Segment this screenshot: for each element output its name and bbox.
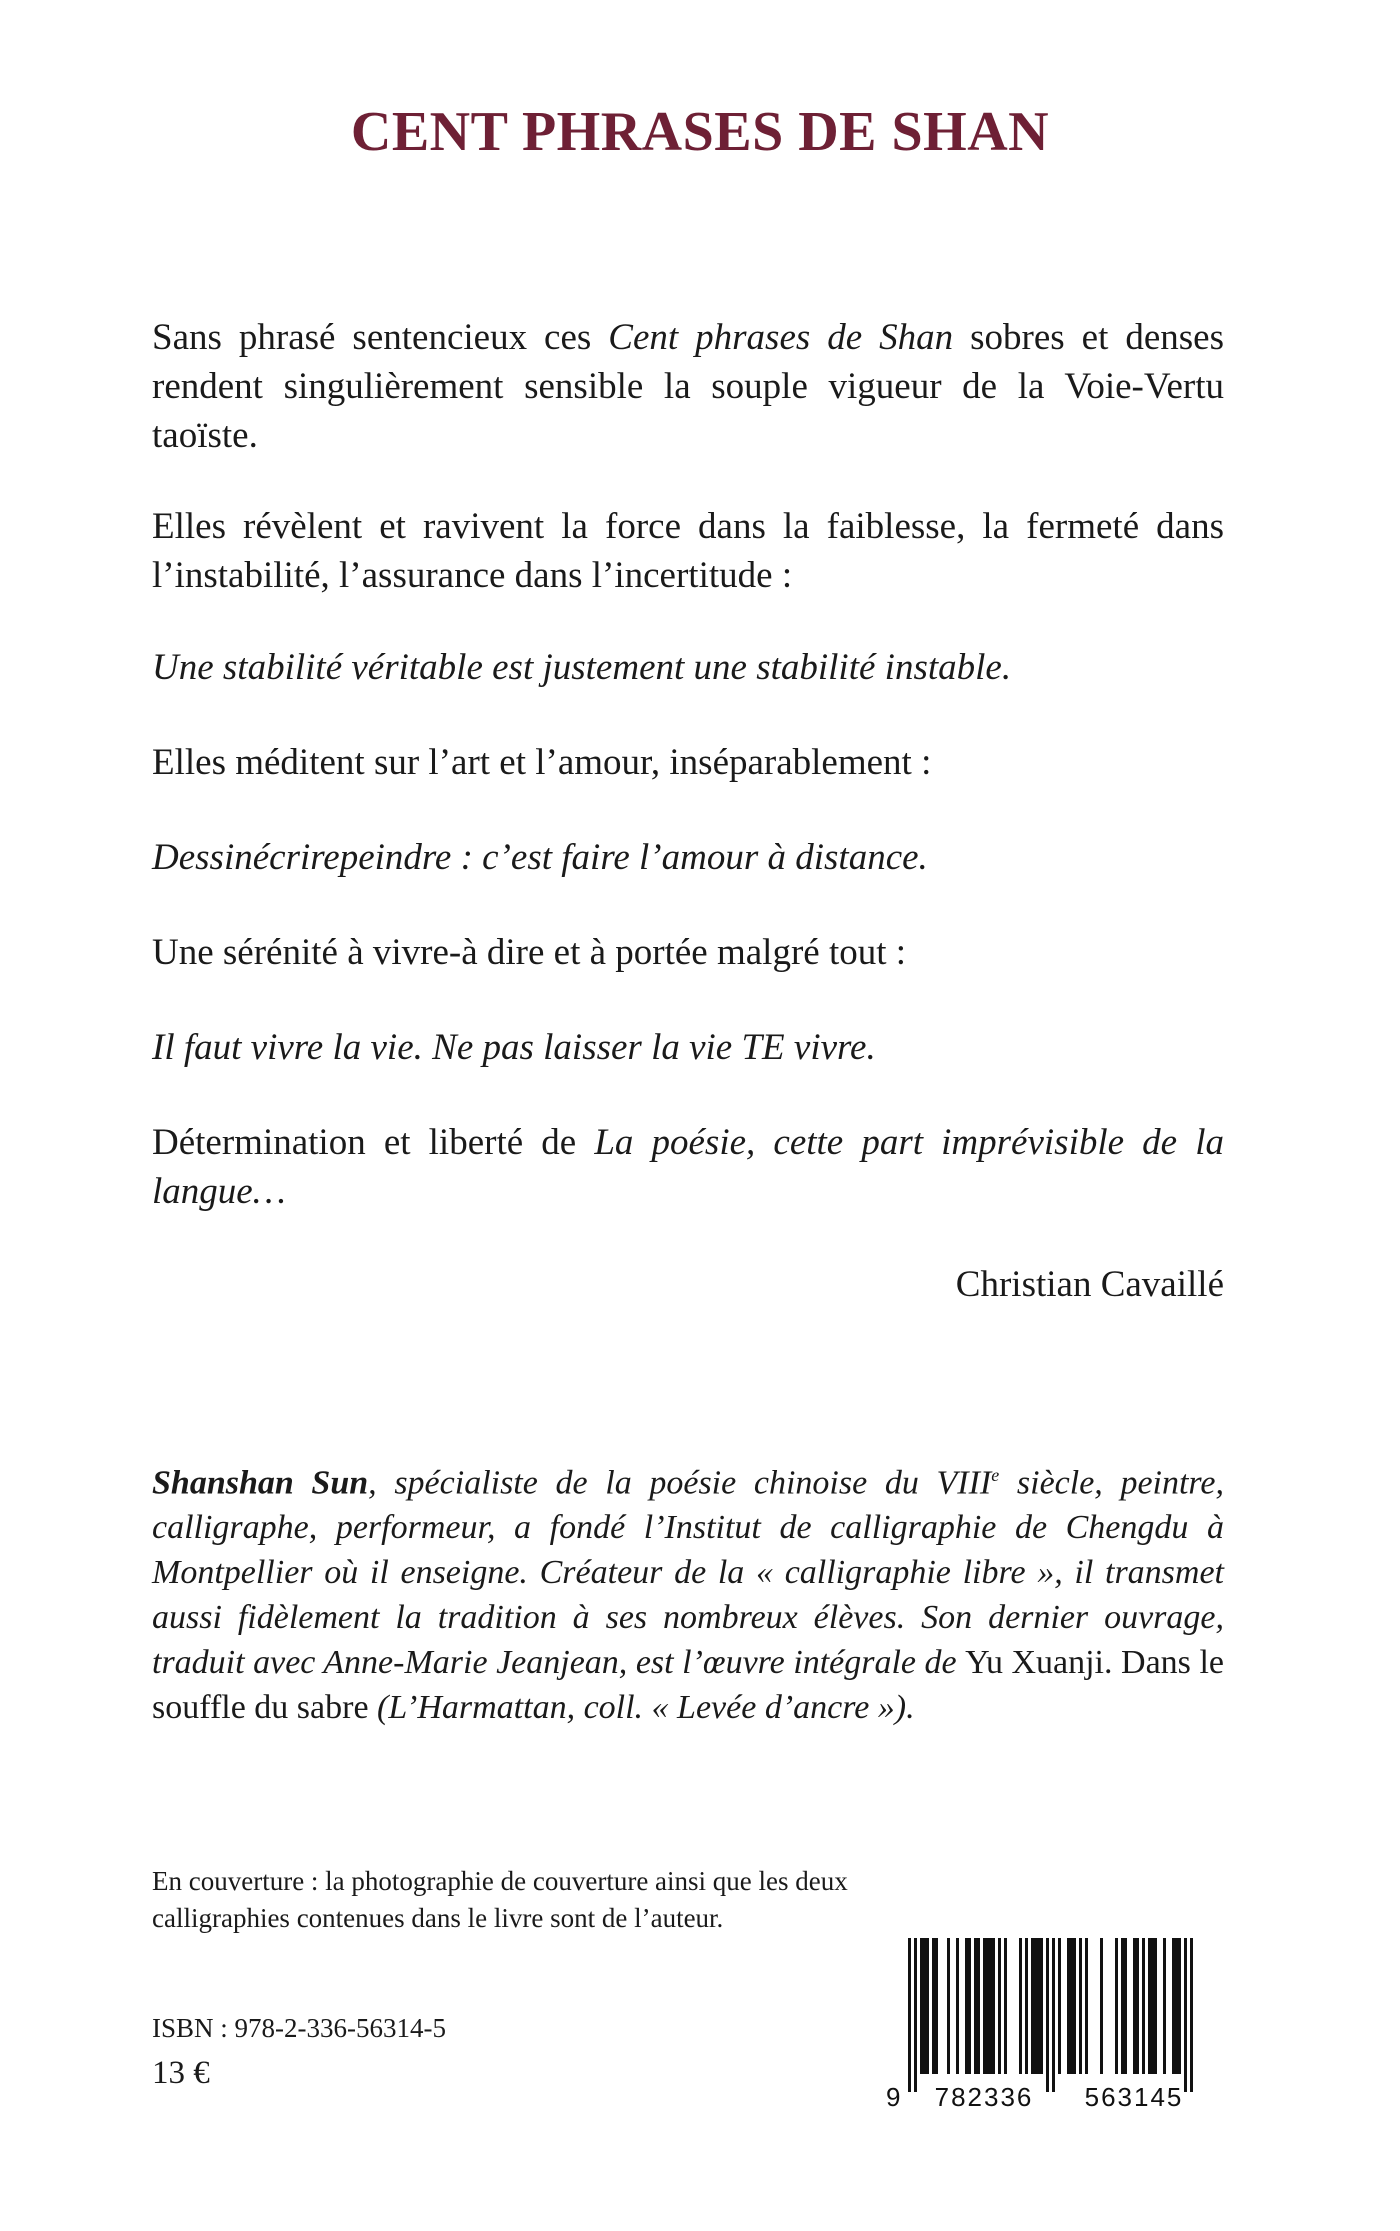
quote-1: Une stabilité véritable est justement une stabilité instable.: [152, 647, 1012, 688]
barcode-bar: [947, 1938, 950, 2074]
barcode-guard-bar: [908, 1938, 911, 2092]
barcode-bar: [1142, 1938, 1145, 2074]
barcode-bar: [989, 1938, 992, 2074]
barcode-bar: [1034, 1938, 1037, 2074]
barcode-bar: [998, 1938, 1001, 2074]
barcode-bars: [908, 1938, 1193, 2092]
barcode-bar: [1040, 1938, 1043, 2074]
isbn: ISBN : 978-2-336-56314-5: [152, 2013, 446, 2043]
barcode-first-digit: 9: [886, 2082, 901, 2112]
barcode-bar: [1175, 1938, 1178, 2074]
poetry-quote: La poésie, cette part imprévisible de la langue…: [152, 1122, 1224, 1212]
author-bio: Shanshan Sun, spécialiste de la poésie chinoise du VIIIe siècle, peintre, calligraphe, performeur, a fondé l’Institut de calligraphie de Chengdu à Montpellier où il enseigne. Créateur de la « calligraphie libre », il transmet aussi fidèlement la tradition à ses nombreux élèves. Son dernier ouvrage, traduit avec Anne-Marie Jeanjean, est l’œuvre intégrale de Yu Xuanji. Dans le souffle du sabre (L’Harmattan, coll. « Levée d’ancre »).: [152, 1464, 1224, 1727]
barcode-bar: [1163, 1938, 1166, 2074]
barcode-bar: [1148, 1938, 1151, 2074]
barcode-bar: [1004, 1938, 1007, 2074]
price: 13 €: [152, 2055, 210, 2091]
barcode-bar: [1085, 1938, 1088, 2074]
barcode-bar: [1115, 1938, 1118, 2074]
barcode-bar: [1067, 1938, 1070, 2074]
barcode-right-digits: 563145: [1084, 2082, 1184, 2112]
barcode-bar: [1136, 1938, 1139, 2074]
blurb-paragraph-4: Une sérénité à vivre-à dire et à portée malgré tout :: [152, 932, 907, 973]
barcode-bar: [1133, 1938, 1136, 2074]
author-name: Shanshan Sun: [152, 1464, 369, 1502]
barcode-bar: [1019, 1938, 1022, 2074]
barcode-guard-bar: [1184, 1938, 1187, 2092]
blurb-paragraph-5: Détermination et liberté de La poésie, cette part imprévisible de la langue…: [152, 1122, 1224, 1212]
barcode-bar: [1178, 1938, 1181, 2074]
barcode-bar: [968, 1938, 971, 2074]
barcode-bar: [935, 1938, 938, 2074]
barcode-left-digits: 782336: [934, 2082, 1034, 2112]
barcode-guard-bar: [1190, 1938, 1193, 2092]
barcode-bar: [1058, 1938, 1061, 2074]
barcode-bar: [1100, 1938, 1103, 2074]
barcode-guard-bar: [1052, 1938, 1055, 2092]
barcode-bar: [1031, 1938, 1034, 2074]
barcode-bar: [1172, 1938, 1175, 2074]
barcode-bar: [1073, 1938, 1076, 2074]
barcode-bar: [956, 1938, 959, 2074]
barcode-bar: [965, 1938, 968, 2074]
book-title: CENT PHRASES DE SHAN: [350, 101, 1050, 163]
barcode-bar: [926, 1938, 929, 2074]
barcode-bar: [1121, 1938, 1124, 2074]
barcode-bar: [986, 1938, 989, 2074]
blurb-paragraph-2: Elles révèlent et ravivent la force dans la faiblesse, la fermeté dans l’instabilité, l’assurance dans l’incertitude :: [152, 506, 1224, 596]
barcode-bar: [992, 1938, 995, 2074]
barcode: [884, 1934, 1224, 2114]
quote-3: Il faut vivre la vie. Ne pas laisser la vie TE vivre.: [152, 1027, 876, 1068]
barcode-bar: [1025, 1938, 1028, 2074]
barcode-bar: [983, 1938, 986, 2074]
barcode-bar: [1154, 1938, 1157, 2074]
barcode-bar: [1151, 1938, 1154, 2074]
barcode-guard-bar: [914, 1938, 917, 2092]
barcode-bar: [1070, 1938, 1073, 2074]
barcode-bar: [1124, 1938, 1127, 2074]
barcode-bar: [932, 1938, 935, 2074]
barcode-bar: [920, 1938, 923, 2074]
blurb-paragraph-3: Elles méditent sur l’art et l’amour, inséparablement :: [152, 742, 932, 783]
book-title-inline: Cent phrases de Shan: [608, 317, 954, 358]
barcode-bar: [974, 1938, 977, 2074]
barcode-bar: [923, 1938, 926, 2074]
cover-credit: En couverture : la photographie de couverture ainsi que les deux calligraphies contenues dans le livre sont de l’auteur.: [152, 1866, 848, 1933]
barcode-bar: [1079, 1938, 1082, 2074]
barcode-bar: [1037, 1938, 1040, 2074]
barcode-guard-bar: [1046, 1938, 1049, 2092]
quote-2: Dessinécrirepeindre : c’est faire l’amour à distance.: [152, 837, 928, 878]
blurb-paragraph-1: Sans phrasé sentencieux ces Cent phrases de Shan sobres et denses rendent singulièrement sensible la souple vigueur de la Voie-Vertu taoïste.: [152, 317, 1224, 456]
barcode-bar: [977, 1938, 980, 2074]
signature: Christian Cavaillé: [955, 1264, 1224, 1305]
